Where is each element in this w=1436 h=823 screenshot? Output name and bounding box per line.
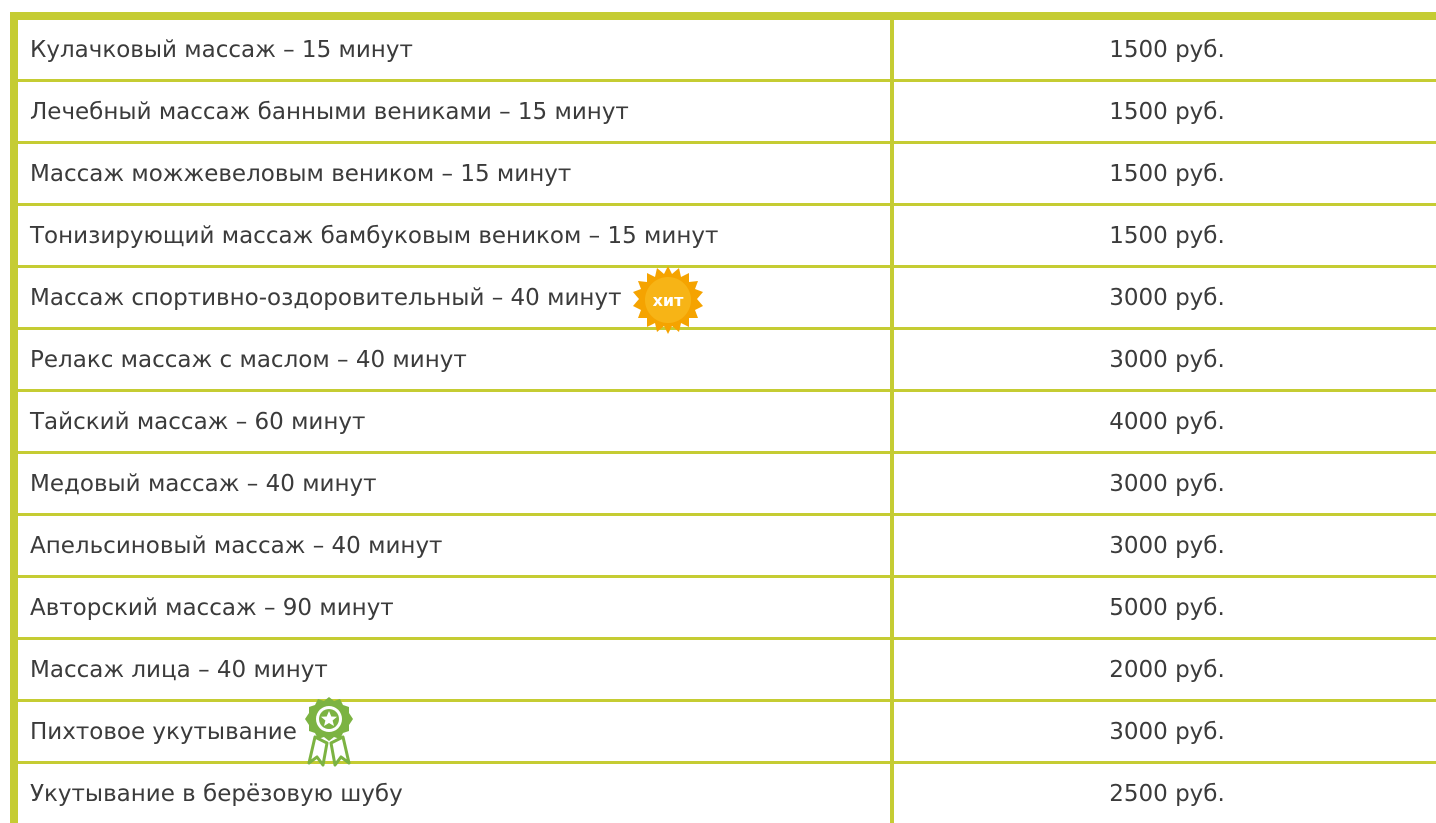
table-row bbox=[14, 701, 1436, 763]
service-price: 4000 руб. bbox=[892, 391, 1436, 453]
service-price: 2500 руб. bbox=[892, 763, 1436, 823]
service-price: 1500 руб. bbox=[892, 16, 1436, 81]
service-name: Тайский массаж – 60 минут bbox=[14, 391, 892, 453]
hit-badge bbox=[633, 265, 703, 335]
service-price: 3000 руб. bbox=[892, 515, 1436, 577]
table-row bbox=[14, 391, 1436, 453]
table-row bbox=[14, 763, 1436, 823]
table-row bbox=[14, 639, 1436, 701]
service-price: 1500 руб. bbox=[892, 205, 1436, 267]
service-price: 1500 руб. bbox=[892, 143, 1436, 205]
table-row bbox=[14, 267, 1436, 329]
service-price: 3000 руб. bbox=[892, 701, 1436, 763]
service-price: 3000 руб. bbox=[892, 453, 1436, 515]
service-price: 2000 руб. bbox=[892, 639, 1436, 701]
table-row bbox=[14, 577, 1436, 639]
table-row bbox=[14, 329, 1436, 391]
table-row bbox=[14, 143, 1436, 205]
service-name: Кулачковый массаж – 15 минут bbox=[14, 16, 892, 81]
service-name: Тонизирующий массаж бамбуковым веником – 15 минут bbox=[14, 205, 892, 267]
svg-text:хит: хит bbox=[653, 291, 685, 310]
service-name: Апельсиновый массаж – 40 минут bbox=[14, 515, 892, 577]
service-name: Укутывание в берёзовую шубу bbox=[14, 763, 892, 823]
service-name: Релакс массаж с маслом – 40 минут bbox=[14, 329, 892, 391]
table-row bbox=[14, 453, 1436, 515]
table-row bbox=[14, 515, 1436, 577]
service-name: Лечебный массаж банными вениками – 15 минут bbox=[14, 81, 892, 143]
service-price: 1500 руб. bbox=[892, 81, 1436, 143]
service-name: Пихтовое укутывание bbox=[14, 701, 892, 763]
service-price: 5000 руб. bbox=[892, 577, 1436, 639]
service-price: 3000 руб. bbox=[892, 329, 1436, 391]
service-price: 3000 руб. bbox=[892, 267, 1436, 329]
award-ribbon-icon bbox=[305, 695, 353, 769]
service-name: Медовый массаж – 40 минут bbox=[14, 453, 892, 515]
service-name: Массаж можжевеловым веником – 15 минут bbox=[14, 143, 892, 205]
table-row bbox=[14, 81, 1436, 143]
service-name: Массаж спортивно-оздоровительный – 40 минут хит bbox=[14, 267, 892, 329]
price-table bbox=[10, 12, 1436, 823]
service-name: Авторский массаж – 90 минут bbox=[14, 577, 892, 639]
table-row bbox=[14, 205, 1436, 267]
table-row bbox=[14, 16, 1436, 81]
service-name: Массаж лица – 40 минут bbox=[14, 639, 892, 701]
